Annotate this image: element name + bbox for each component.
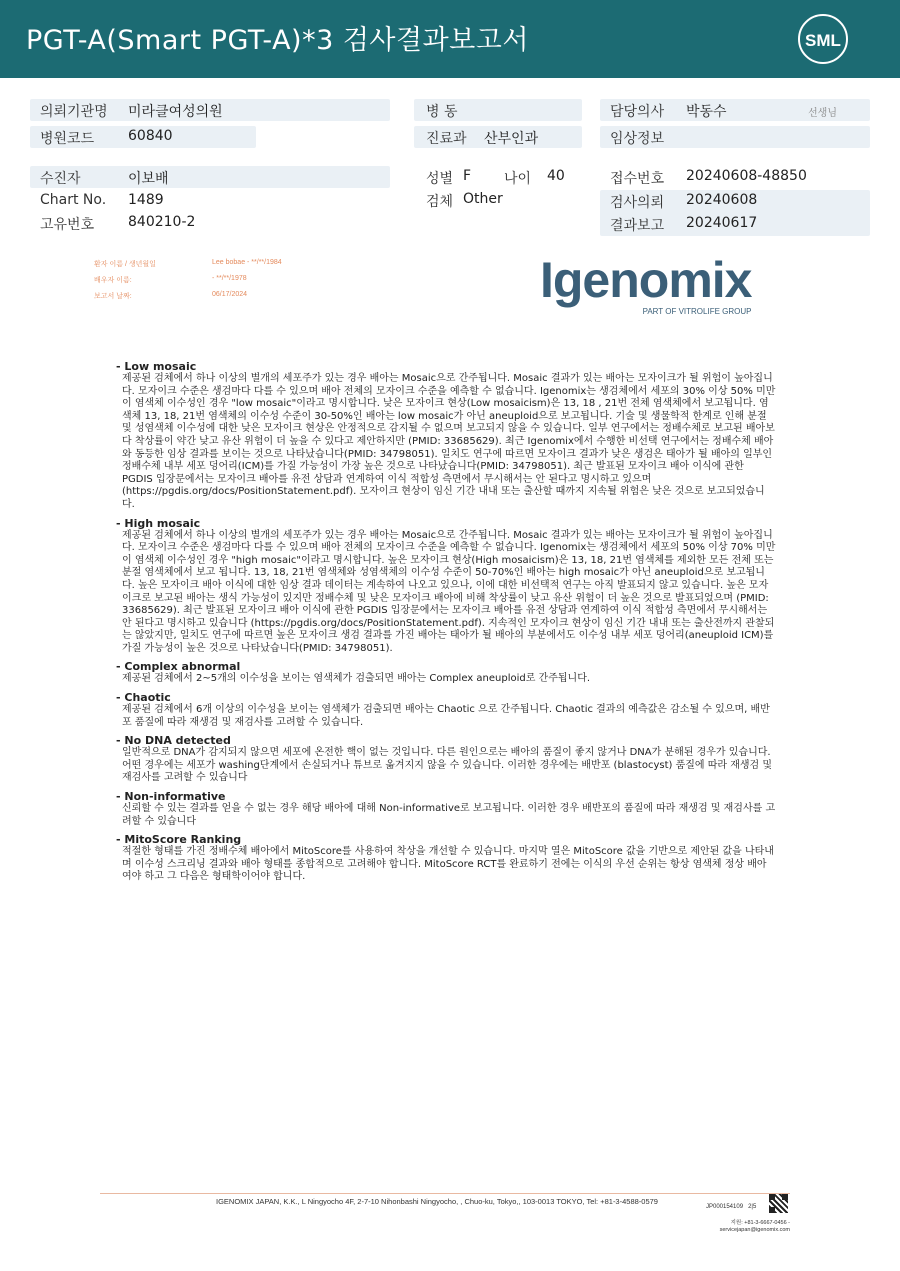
id-no-value: 840210-2 (128, 214, 196, 230)
doctor-value: 박동수 (686, 104, 727, 120)
section-mitoscore (116, 833, 776, 884)
institution-value: 미라클여성의원 (128, 104, 223, 120)
section-heading: - No DNA detected (116, 734, 231, 748)
contact-phone: 지원: +81-3-6667-0456 - (730, 1220, 790, 1226)
patient-name-label: 환자 이름 / 생년월일 (94, 261, 156, 268)
department-value: 산부인과 (484, 131, 539, 147)
igenomix-logo (540, 252, 752, 316)
ward-label: 병 동 (426, 104, 458, 120)
spouse-value: - **/**/1978 (212, 275, 247, 282)
section-body: 제공된 검체에서 하나 이상의 별개의 세포주가 있는 경우 배아는 Mosaic으로 간주됩니다. Mosaic 결과가 있는 배아는 모자이크가 될 위험이 높아집니다. 모자이크 수준은 생검마다 다를 수 있으며 배아 전체의 모자이크 수준을 예측할 수 없습니다. Igenomix는 생검체에서 세포의 50% 이상 70% 미만이 염색체 이수성인 경우 "high mosaic"이라고 명시합니다. 높은 모자이크 현상(High mosaicism)은 13, 18, 21번 염색체를 제외한 모든 전체 또는 분절 염색체에서 보고 됩니다. 13, 18, 21번 염색체와 성염색체의 이수성 수준이 50-70%인 배아는 high mosaic가 아닌 aneuploid으로 보고됩니다. 높은 모자이크 배아 이식에 대한 임상 결과 데이터는 계속하여 나오고 있으나, 이에 대한 비선택적 연구는 아직 발표되지 않고 있습니다. 높은 모자이크로 보고된 배아는 생식 가능성이 있지만 정배수체 및 낮은 모자이크 배아에 비해 착상률이 낮고 유산 위험이 더 높은 것으로 발표되었으며 (PMID: 33685629). 최근 발표된 모자이크 배아 이식에 관한 PGDIS 입장문에서는 모자이크 배아를 유전 상담과 연계하여 이식 적합성 측면에서 무시해서는 안 된다고 명시하고 있습니다 (https://pgdis.org/docs/PositionStatement.pdf). 지속적인 모자이크 현상이 임신 기간 내내 또는 출산전까지 관찰되는 않았지만, 일치도 연구에 따르면 높은 모자이크 생검 결과를 가진 배아는 태아가 될 배아의 부분에서도 이수성 내부 세포 덩어리(aneuploid ICM)를 가질 가능성이 높은 것으로 나타났습니다(PMID: 34798051). (122, 529, 776, 654)
chart-no-label: Chart No. (40, 192, 107, 208)
age-label: 나이 (504, 171, 532, 187)
definitions-content (116, 358, 776, 889)
patient-box (30, 166, 390, 188)
department-label: 진료과 (426, 131, 467, 147)
section-complex-abnormal (116, 660, 776, 686)
header-bar (0, 0, 900, 78)
section-body: 제공된 검체에서 하나 이상의 별개의 세포주가 있는 경우 배아는 Mosaic으로 간주됩니다. Mosaic 결과가 있는 배아는 모자이크가 될 위험이 높아집니다. 모자이크 수준은 생검마다 다를 수 있으며 배아 전체의 모자이크 수준을 예측할 수 없습니다. Igenomix는 생검체에서 세포의 30% 이상 50% 미만이 염색체 이수성인 경우 "low mosaic"이라고 명시합니다. 낮은 모자이크 현상(Low mosaicism)은 13, 18 , 21번 전체 염색체에서 보고됩니다. 염색체 13, 18, 21번 염색체의 이수성 수준이 30-50%인 배아는 low mosaic가 아닌 aneuploid으로 보고됩니다. 기술 및 생물학적 한계로 인해 분절 및 성염색체 이수성에 대한 낮은 모자이크 현상은 안정적으로 감지될 수 없으며 보고되지 않을 수 있습니다. 일부 연구에서는 정배수체로 보고된 배아보다 착상률이 약간 낮고 유산 위험이 더 높을 수 있다고 제안하지만 (PMID: 33685629). 최근 Igenomix에서 수행한 비선택 연구에서는 정배수체 배아와 동등한 임상 결과를 보이는 것으로 나타났습니다(PMID: 34798051). 일치도 연구에 따르면 모자이크 결과가 낮은 생검은 태아가 될 배아의 일부인 정배수체 내부 세포 덩어리(ICM)를 가질 가능성이 가장 높은 것으로 나타났습니다(PMID: 34798051). 최근 발표된 모자이크 배아 이식에 관한 PGDIS 입장문에서는 모자이크 배아를 유전 상담과 연계하여 이식 적합성 측면에서 무시해서는 안 된다고 명시하고 있으며 (https://pgdis.org/docs/PositionStatement.pdf). 모자이크 현상이 임신 기간 내내 또는 출산할 때까지 지속될 위험은 낮은 것으로 보고되었습니다. (122, 373, 776, 510)
patient-value: 이보배 (128, 171, 169, 187)
footer-contact (700, 1220, 790, 1234)
igenomix-wordmark: Igenomix (540, 252, 752, 308)
section-body: 신뢰할 수 있는 결과를 얻을 수 없는 경우 해당 배아에 대해 Non-informative로 보고됩니다. 이러한 경우 배반포의 품질에 따라 재생검 및 재검사를 고려할 수 있습니다 (122, 803, 776, 827)
qr-code-icon (769, 1194, 788, 1213)
section-high-mosaic (116, 517, 776, 656)
specimen-label: 검체 (426, 194, 454, 210)
institution-label: 의뢰기관명 (40, 104, 108, 120)
hospital-code-value: 60840 (128, 128, 173, 144)
section-heading: - Complex abnormal (116, 660, 241, 674)
report-date-value: 06/17/2024 (212, 291, 248, 298)
section-body: 적절한 형태를 가진 정배수체 배아에서 MitoScore를 사용하여 착상을 개선할 수 있습니다. 마지막 열은 MitoScore 값을 기반으로 제안된 값을 나타내며 이수성 스크리닝 결과와 배아 형태를 종합적으로 고려해야 합니다. MitoScore RCT를 완료하기 전에는 이식의 우선 순위는 항상 염색체 정상 배아여야 하고 그 다음은 형태학이어야 합니다. (122, 846, 774, 883)
section-heading: - Chaotic (116, 691, 171, 705)
section-heading: - MitoScore Ranking (116, 833, 242, 847)
doctor-label: 담당의사 (610, 104, 665, 120)
chart-no-value: 1489 (128, 192, 164, 208)
section-heading: - Low mosaic (116, 360, 197, 373)
specimen-value: Other (463, 191, 503, 207)
receipt-value: 20240608-48850 (686, 168, 807, 184)
section-heading: - High mosaic (116, 516, 201, 530)
section-low-mosaic (116, 360, 776, 512)
doctor-suffix: 선생님 (808, 108, 837, 119)
sml-logo: SML (798, 14, 848, 64)
page-number: 2|5 (748, 1204, 757, 1210)
section-heading: - Non-informative (116, 790, 226, 804)
section-no-dna (116, 734, 776, 785)
patient-name-value: Lee bobae - **/**/1984 (212, 259, 282, 266)
patient-label: 수진자 (40, 171, 81, 187)
report-value: 20240617 (686, 215, 758, 231)
receipt-label: 접수번호 (610, 171, 665, 187)
section-body: 제공된 검체에서 6개 이상의 이수성을 보이는 염색체가 검출되면 배아는 Chaotic 으로 간주됩니다. Chaotic 결과의 예측값은 감소될 수 있으며, 배반포 품질에 따라 재생검 및 재검사를 고려할 수 있습니다. (122, 704, 770, 728)
age-value: 40 (547, 168, 565, 184)
footer-address: IGENOMIX JAPAN, K.K., L Ningyocho 4F, 2-7-10 Nihonbashi Ningyocho, , Chuo-ku, Tokyo,, 103-0013 TOKYO, Tel: +81-3-4588-0579 (216, 1197, 658, 1206)
request-value: 20240608 (686, 192, 758, 208)
report-title: PGT-A(Smart PGT-A)*3 검사결과보고서 (26, 25, 529, 56)
sex-label: 성별 (426, 171, 454, 187)
hospital-code-label: 병원코드 (40, 131, 95, 147)
report-date-label: 보고서 날짜: (94, 293, 132, 300)
igenomix-tagline: PART OF VITROLIFE GROUP (642, 307, 752, 316)
spouse-label: 배우자 이름: (94, 277, 132, 284)
sex-value: F (463, 168, 472, 184)
clinical-label: 임상정보 (610, 131, 665, 147)
contact-email: servicejapan@igenomix.com (719, 1227, 790, 1233)
footer-doc-code (706, 1204, 756, 1210)
doc-code: JP000154109 (706, 1204, 744, 1210)
section-body: 일반적으로 DNA가 감지되지 않으면 세포에 온전한 핵이 없는 것입니다. 다른 원인으로는 배아의 품질이 좋지 않거나 DNA가 분해된 경우가 있습니다. 어떤 경우에는 세포가 washing단계에서 손실되거나 튜브로 옮겨지지 않을 수 있습니다. 이러한 경우에는 배반포 (blastocyst) 품질에 따라 재생검 및 재검사를 고려할 수 있습니다 (122, 747, 773, 784)
id-no-label: 고유번호 (40, 217, 95, 233)
section-body: 제공된 검체에서 2~5개의 이수성을 보이는 염색체가 검출되면 배아는 Complex aneuploid로 간주됩니다. (122, 673, 591, 685)
section-non-informative (116, 790, 776, 828)
report-label: 결과보고 (610, 218, 665, 234)
section-chaotic (116, 691, 776, 729)
request-label: 검사의뢰 (610, 195, 665, 211)
footer-divider (100, 1193, 790, 1194)
